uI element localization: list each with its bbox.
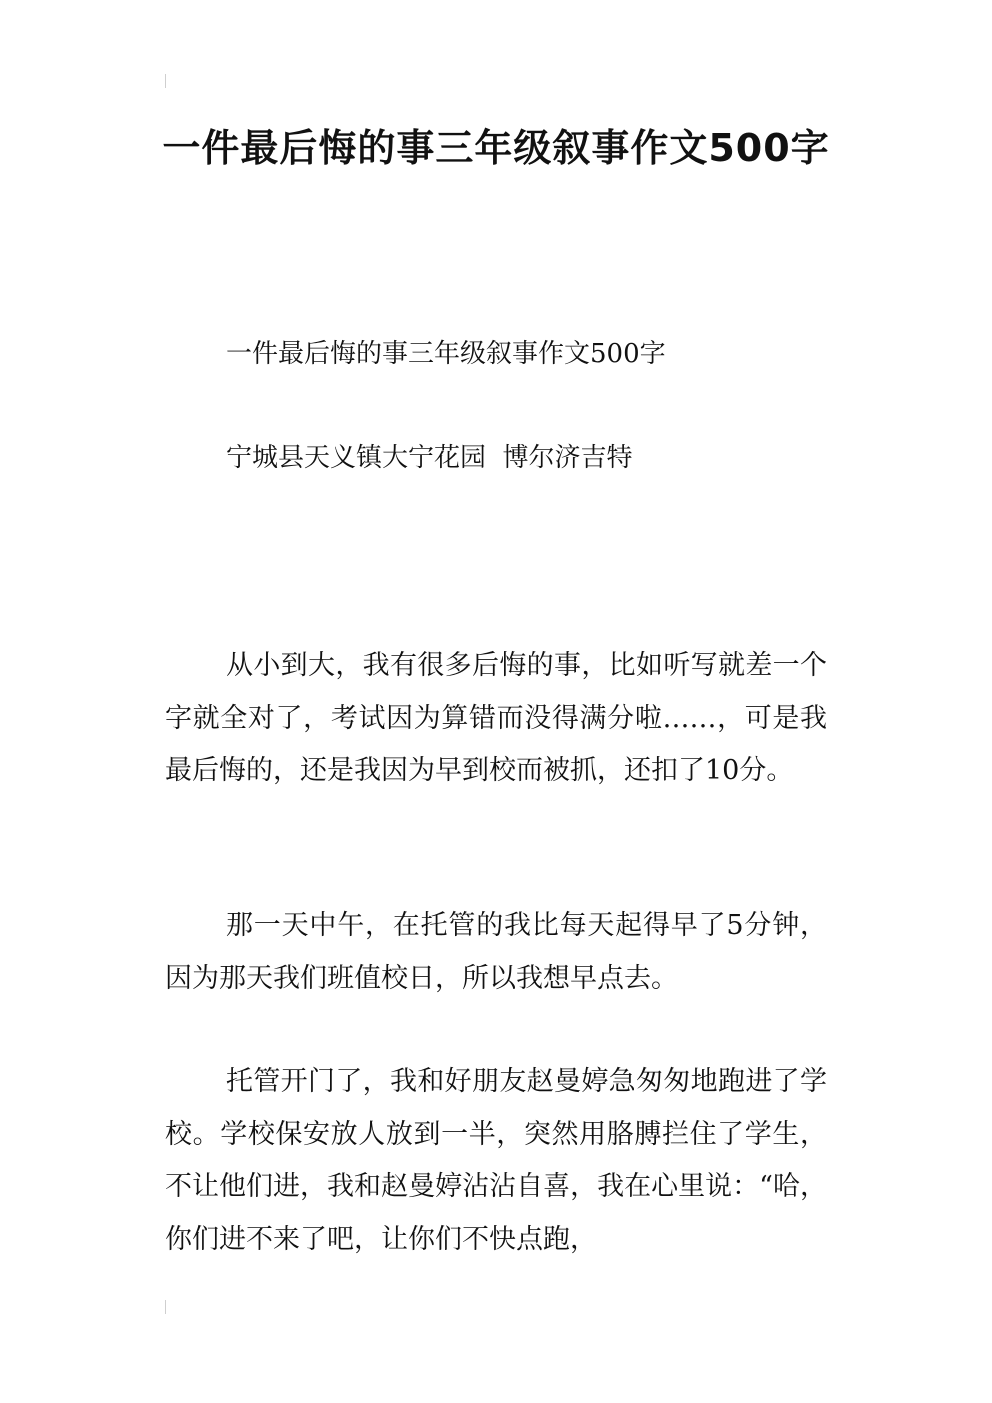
document-title: 一件最后悔的事三年级叙事作文500字 [162,126,830,170]
paragraph: 托管开门了，我和好朋友赵曼婷急匆匆地跑进了学校。学校保安放人放到一半，突然用胳膊拦住了学生，不让他们进，我和赵曼婷沾沾自喜，我在心里说：“哈，你们进不来了吧，让你们不快点跑， [165,1066,827,1255]
paragraph: 那一天中午，在托管的我比每天起得早了5分钟，因为那天我们班值校日，所以我想早点去。 [165,910,827,994]
page-corner-mark-top [165,74,166,88]
paragraph: 从小到大，我有很多后悔的事，比如听写就差一个字就全对了，考试因为算错而没得满分啦……，可是我最后悔的，还是我因为早到校而被抓，还扣了10分。 [165,650,827,786]
document-subtitle: 一件最后悔的事三年级叙事作文500字 [226,339,666,369]
page-corner-mark-bottom [165,1300,166,1314]
author-line: 宁城县天义镇大宁花园 博尔济吉特 [226,443,633,473]
